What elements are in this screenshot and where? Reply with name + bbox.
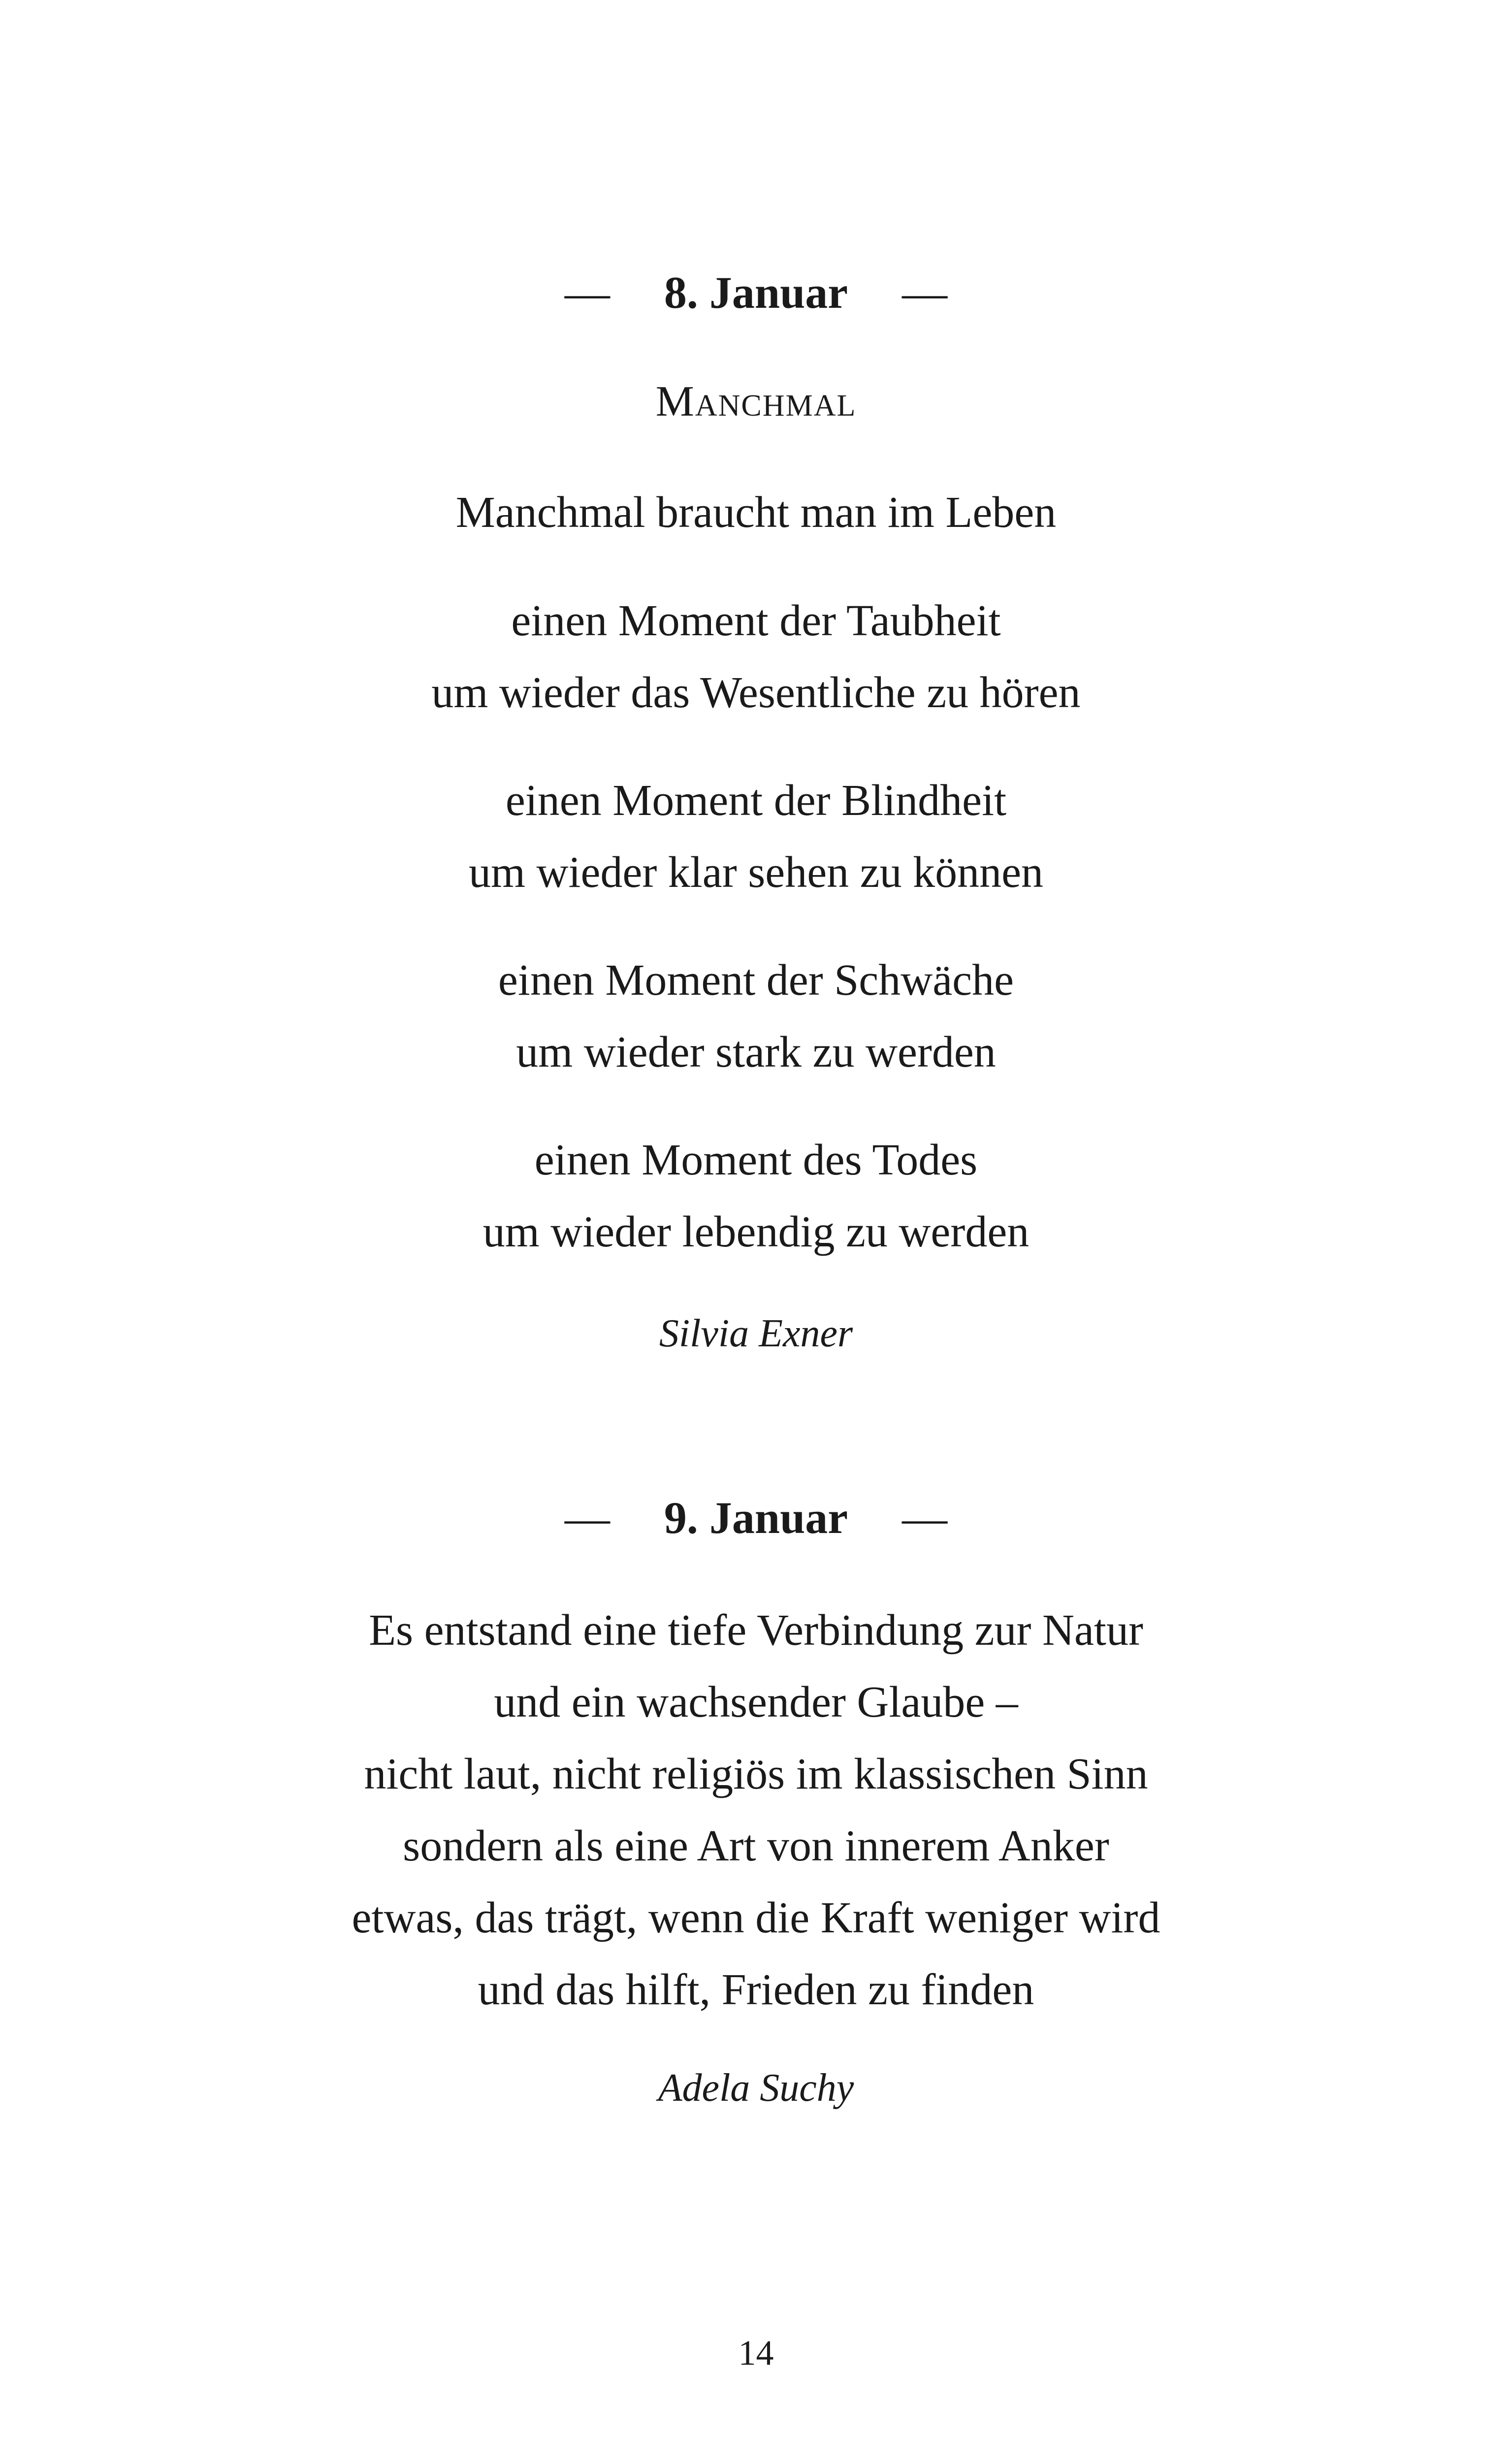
poem-line: einen Moment der Blindheit xyxy=(505,776,1007,825)
poem-line: Es entstand eine tiefe Verbindung zur Natur xyxy=(369,1606,1143,1655)
poem-line: sondern als eine Art von innerem Anker xyxy=(403,1822,1109,1870)
poem-line: um wieder lebendig zu werden xyxy=(483,1207,1029,1256)
poem-line: einen Moment der Taubheit xyxy=(511,596,1001,645)
poem-stanza xyxy=(0,1124,1512,1268)
poem-line: Manchmal braucht man im Leben xyxy=(455,488,1057,537)
poem-stanza xyxy=(0,585,1512,729)
page-number: 14 xyxy=(738,2333,774,2373)
entry-date: 8. Januar xyxy=(664,267,848,318)
heading-dash-right: — xyxy=(902,267,948,318)
prose-stanza xyxy=(0,1595,1512,2026)
heading-dash-left: — xyxy=(564,267,610,318)
poem-line: etwas, das trägt, wenn die Kraft weniger wird xyxy=(352,1893,1160,1942)
poem-author: Silvia Exner xyxy=(659,1312,853,1355)
entry-date: 9. Januar xyxy=(664,1493,848,1543)
entry-date-heading xyxy=(0,1493,1512,1543)
poem-line: und das hilft, Frieden zu finden xyxy=(478,1965,1034,2014)
poem-stanza xyxy=(0,477,1512,549)
poem-stanza xyxy=(0,945,1512,1088)
poem-stanza xyxy=(0,765,1512,909)
poem-line: und ein wachsender Glaube – xyxy=(494,1678,1018,1726)
heading-dash-left: — xyxy=(564,1493,610,1543)
poem-title: Manchmal xyxy=(655,378,857,425)
poem-line: nicht laut, nicht religiös im klassischen Sinn xyxy=(364,1750,1148,1798)
poem-line: um wieder das Wesentliche zu hören xyxy=(431,668,1081,717)
poem-line: um wieder stark zu werden xyxy=(516,1028,996,1076)
entry-date-heading xyxy=(0,267,1512,318)
poem-line: um wieder klar sehen zu können xyxy=(468,848,1044,897)
poem-line: einen Moment des Todes xyxy=(534,1136,978,1184)
heading-dash-right: — xyxy=(902,1493,948,1543)
poem-line: einen Moment der Schwäche xyxy=(498,956,1014,1005)
poem-author: Adela Suchy xyxy=(658,2066,854,2110)
